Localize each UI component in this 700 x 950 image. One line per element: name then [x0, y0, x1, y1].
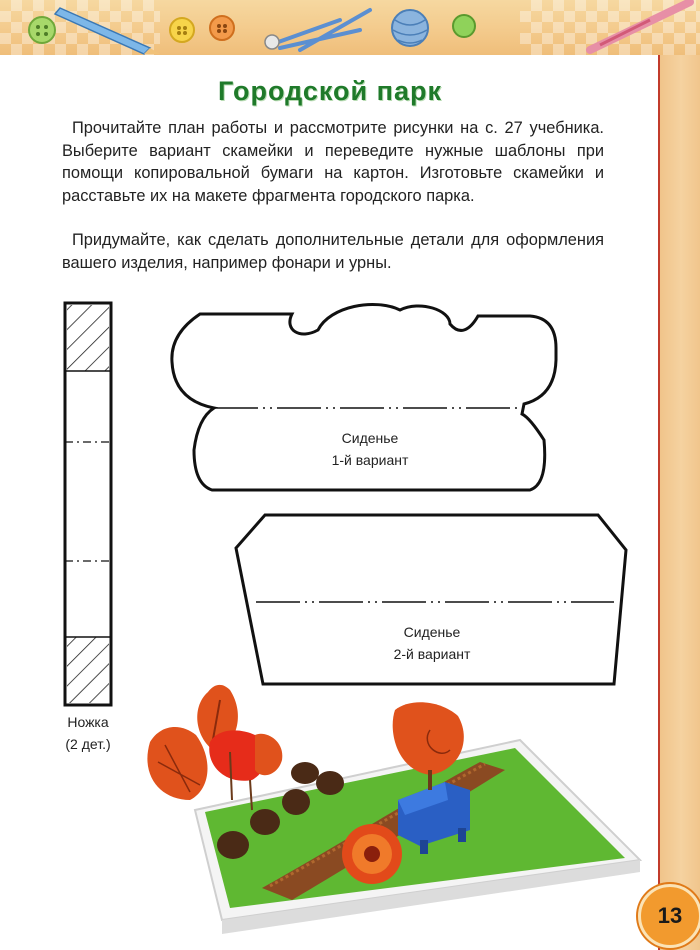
hatched-glue-area [67, 637, 109, 703]
caption-line: 2-й вариант [393, 646, 471, 662]
instruction-paragraph: Придумайте, как сделать дополнительные детали для оформления вашего изделия, например фонари и урны. [62, 231, 604, 272]
seat-variant-1-caption [300, 427, 440, 471]
autumn-leaf-tree [209, 730, 282, 780]
page-title: Городской парк [218, 76, 442, 106]
caption-line: Сиденье [341, 430, 399, 446]
caption-line: 1-й вариант [331, 452, 409, 468]
leg-caption [48, 711, 128, 755]
caption-line: (2 дет.) [65, 736, 111, 752]
flower-decoration [342, 824, 402, 884]
seat-variant-2-caption [362, 621, 502, 665]
caption-line: Сиденье [403, 624, 461, 640]
hatched-glue-area [67, 305, 109, 371]
caption-line: Ножка [67, 714, 109, 730]
page-number-badge: 13 [638, 884, 700, 948]
park-model-photo [147, 685, 640, 934]
autumn-leaf-tree [147, 727, 207, 800]
leg-template [65, 303, 111, 705]
instruction-paragraph: Прочитайте план работы и рассмотрите рисунки на с. 27 учебника. Выберите вариант скамейки и переведите нужные шаблоны при помощи копировальной бумаги на картон. Изготовьте скамейки и расставьте их на макете фрагмента городского парка. [62, 119, 604, 205]
